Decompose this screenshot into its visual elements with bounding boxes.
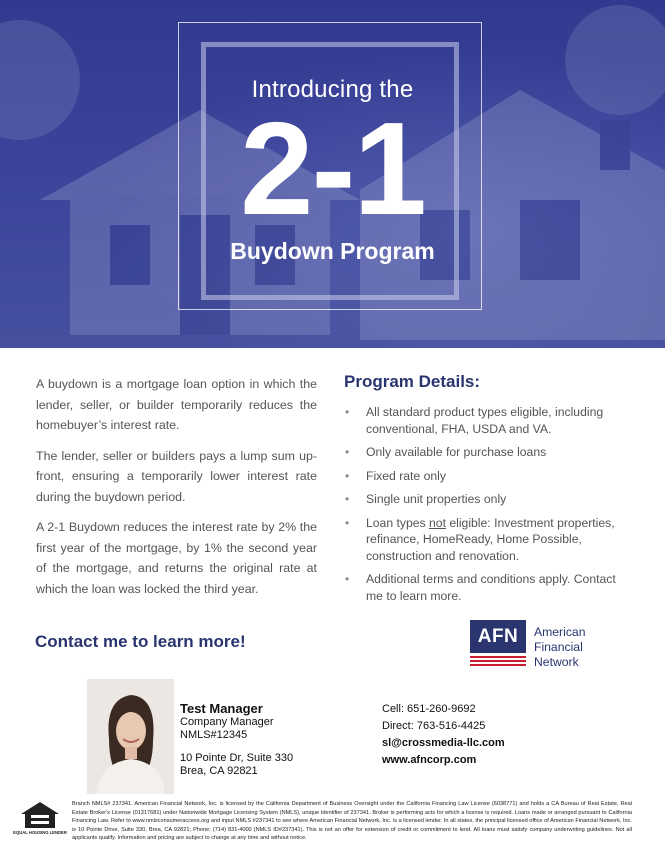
agent-address-line-1: 10 Pointe Dr, Suite 330 <box>180 752 294 764</box>
agent-direct: Direct: 763-516-4425 <box>382 720 486 732</box>
program-details-title: Program Details: <box>344 372 481 391</box>
hero-program-name: Buydown Program <box>230 238 435 264</box>
afn-logo <box>470 620 630 676</box>
program-details-list <box>344 404 634 604</box>
afn-logo-stripes <box>470 656 526 668</box>
agent-photo <box>87 679 174 794</box>
bullet-icon: • <box>345 445 350 459</box>
list-item <box>344 404 634 437</box>
list-item-text: All standard product types eligible, including conventional, FHA, USDA and VA. <box>366 405 604 436</box>
intro-paragraph-2: The lender, seller or builders pays a lump sum up-front, ensuring a temporarily lower interest rate during the buydown period. <box>36 448 317 504</box>
agent-nmls: NMLS#12345 <box>180 729 248 741</box>
equal-housing-lender-label: EQUAL HOUSING LENDER <box>13 830 67 835</box>
agent-cell: Cell: 651-260-9692 <box>382 703 476 715</box>
equal-housing-lender-icon <box>13 800 67 842</box>
agent-contact <box>382 701 505 769</box>
agent-email-link[interactable]: sl@crossmedia-llc.com <box>382 737 505 749</box>
list-item-text: Only available for purchase loans <box>366 445 547 459</box>
list-item-text: eligible: Investment properties, refinance, HomeReady, Home Possible, construction and renovation. <box>366 515 615 563</box>
afn-logo-line: American <box>534 625 586 639</box>
list-item <box>344 515 634 565</box>
afn-logo-mark: AFN <box>470 620 526 653</box>
hero-banner <box>0 0 665 348</box>
hero-intro-text: Introducing the <box>251 76 414 103</box>
contact-call-to-action: Contact me to learn more! <box>35 632 246 651</box>
hero-headline-number: 2-1 <box>240 95 425 242</box>
legal-disclaimer: Branch NMLS# 237341. American Financial Network, Inc. is licensed by the California Department of Business Oversight under the California Financing Law License (6038771) and holds a CA Bureau of Real Estate, Real Estate Broker's License (01317681) under Nationwide Mortgage Licensing System (NMLS), unique Identifier of 237341. Broker is performing acts for which a license is required. Loans made or arranged pursuant to California Financing Law. Refer to www.nmlsconsumeraccess.org and input NMLS #237341 to see where American Financial Network, Inc. is a licensed lender. In all states, the principal licensed office of American Financial Network, Inc. is 10 Pointe Drive, Suite 330, Brea, CA 92821; Phone: (714) 831-4000 (NMLS ID#237341). This is not an offer for extension of credit or commitment to lend. All loans must satisfy company underwriting guidelines. Not all applicants qualify. Information and pricing are subject to change at any time and without notice. <box>72 801 632 842</box>
bullet-icon: • <box>345 468 350 483</box>
list-item-text: Fixed rate only <box>366 468 446 483</box>
agent-name: Test Manager <box>180 701 263 716</box>
afn-logo-line: Network <box>534 655 579 669</box>
list-item-text: Additional terms and conditions apply. Contact me to learn more. <box>366 572 616 603</box>
bullet-icon: • <box>345 492 350 506</box>
list-item-emphasis: not <box>429 515 446 530</box>
list-item <box>344 468 634 485</box>
program-details <box>344 372 634 611</box>
list-item-text: Single unit properties only <box>366 492 507 506</box>
agent-portrait-icon <box>87 679 174 794</box>
afn-logo-line: Financial <box>534 640 583 654</box>
list-item <box>344 491 634 508</box>
list-item <box>344 571 634 604</box>
list-item <box>344 444 634 461</box>
bullet-icon: • <box>345 572 350 586</box>
list-item-text: Loan types <box>366 515 430 530</box>
agent-website-link[interactable]: www.afncorp.com <box>382 754 477 766</box>
agent-title: Company Manager <box>180 716 274 728</box>
bullet-icon: • <box>345 405 350 419</box>
bullet-icon: • <box>345 515 350 530</box>
intro-column <box>36 374 317 609</box>
afn-logo-name <box>534 625 585 670</box>
agent-info <box>180 702 293 778</box>
intro-paragraph-3: A 2-1 Buydown reduces the interest rate by 2% the first year of the mortgage, by 1% the second year of the mortgage, and returns the original rate at which the loan was locked the third year. <box>36 520 317 596</box>
agent-address-line-2: Brea, CA 92821 <box>180 765 258 777</box>
intro-paragraph-1: A buydown is a mortgage loan option in which the lender, seller, or builder temporarily reduces the homebuyer’s interest rate. <box>36 377 317 432</box>
